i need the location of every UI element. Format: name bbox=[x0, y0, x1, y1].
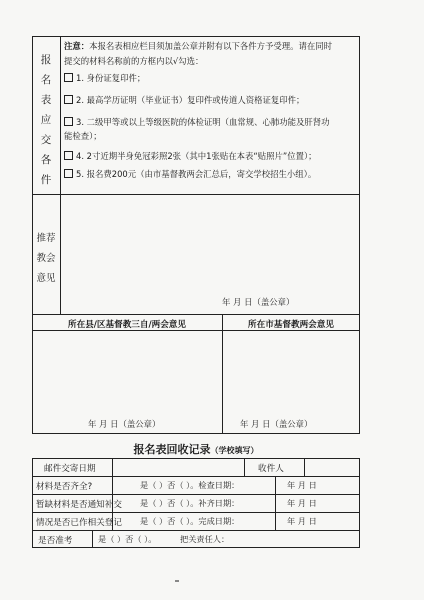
attachment-item-2 bbox=[64, 94, 304, 106]
city-opinion-header: 所在市基督教两会意见 bbox=[248, 320, 334, 330]
receipt-answer: 是（ ）否（ ）。完成日期： bbox=[140, 516, 240, 526]
label-char: 交 bbox=[40, 134, 52, 146]
receipt-date: 年 月 日 bbox=[287, 516, 317, 526]
receipt-title bbox=[32, 441, 360, 457]
opinion-column-divider bbox=[222, 314, 223, 434]
attachment-item-5 bbox=[64, 168, 316, 180]
receipt-title-text: 报名表回收记录 bbox=[133, 443, 211, 456]
recommend-vertical-label bbox=[34, 229, 58, 289]
attachment-item-3-cont: 能检查）； bbox=[64, 131, 102, 141]
receipt-date-divider bbox=[275, 476, 276, 530]
receipt-date: 年 月 日 bbox=[287, 480, 317, 490]
attachment-item-label: 1. 身份证复印件； bbox=[76, 73, 146, 83]
checkbox[interactable] bbox=[64, 169, 73, 178]
label-char: 报 bbox=[40, 54, 52, 66]
receipt-question: 情况是否已作相关登记 bbox=[36, 518, 122, 528]
receipt-final-divider bbox=[92, 530, 93, 548]
final-answer: 是（ ）否（ ）。 bbox=[98, 534, 157, 544]
attachment-item-3 bbox=[64, 116, 330, 128]
label-column-divider bbox=[60, 36, 61, 314]
checkbox[interactable] bbox=[64, 73, 73, 82]
receipt-row-divider bbox=[32, 512, 360, 513]
label-char: 表 bbox=[40, 94, 52, 106]
receipt-receiver-divider bbox=[304, 458, 305, 476]
label-word: 意见 bbox=[36, 273, 56, 284]
receipt-answer: 是（ ）否（ ）。检查日期： bbox=[140, 480, 240, 490]
label-char: 件 bbox=[40, 174, 52, 186]
page-mark bbox=[175, 580, 179, 582]
receipt-row-divider bbox=[32, 494, 360, 495]
checkbox[interactable] bbox=[64, 151, 73, 160]
receipt-mail-divider bbox=[244, 458, 245, 476]
label-char: 应 bbox=[40, 114, 52, 126]
attachment-item-4 bbox=[64, 150, 317, 162]
final-question: 是否准考 bbox=[38, 536, 73, 546]
note-line-2: 提交的材料名称前的方框内以√勾选： bbox=[64, 56, 204, 66]
attachment-item-label: 5. 报名费200元（由市基督教两会汇总后，寄交学校招生小组）。 bbox=[76, 169, 317, 179]
receiver-label: 收件人 bbox=[258, 464, 284, 474]
attachments-vertical-label bbox=[37, 50, 55, 190]
label-char: 名 bbox=[40, 74, 52, 86]
receipt-answer: 是（ ）否（ ）。补齐日期： bbox=[140, 498, 240, 508]
city-date-stamp: 年 月 日（盖公章） bbox=[240, 419, 313, 429]
attachment-item-label: 4. 2寸近期半身免冠彩照2张（其中1张贴在本表“贴照片”位置）； bbox=[76, 151, 317, 161]
note-text: 本报名表相应栏目须加盖公章并附有以下各件方予受理。请在同时 bbox=[89, 41, 332, 51]
attachment-item-label: 2. 最高学历证明（毕业证书）复印件或传道人资格证复印件； bbox=[76, 95, 305, 105]
receipt-row-divider bbox=[32, 530, 360, 531]
label-word: 教会 bbox=[36, 253, 56, 264]
county-date-stamp: 年 月 日（盖公章） bbox=[88, 419, 161, 429]
divider-after-recommend bbox=[32, 314, 360, 315]
label-word: 推荐 bbox=[36, 233, 56, 244]
responsible-label: 把关责任人： bbox=[180, 534, 230, 544]
receipt-question: 材料是否齐全? bbox=[36, 482, 93, 492]
divider-after-opinion-headers bbox=[32, 330, 360, 331]
mail-date-label: 邮件交寄日期 bbox=[44, 464, 96, 474]
mail-date-value[interactable] bbox=[114, 460, 242, 474]
checkbox[interactable] bbox=[64, 117, 73, 126]
attachment-item-1 bbox=[64, 72, 145, 84]
receipt-row-divider bbox=[32, 476, 360, 477]
county-opinion-header: 所在县/区基督教三自/两会意见 bbox=[68, 320, 186, 330]
attachment-item-label: 3. 二级甲等或以上等级医院的体检证明（血常规、心肺功能及肝肾功 bbox=[76, 117, 330, 127]
receipt-date: 年 月 日 bbox=[287, 498, 317, 508]
receipt-question: 暂缺材料是否通知补交 bbox=[36, 500, 122, 510]
checkbox[interactable] bbox=[64, 95, 73, 104]
divider-after-attachments bbox=[32, 194, 360, 195]
note-title: 注意： bbox=[64, 41, 90, 51]
label-char: 各 bbox=[40, 154, 52, 166]
receiver-value[interactable] bbox=[306, 460, 358, 474]
note-line-1 bbox=[64, 40, 332, 52]
recommend-date-stamp: 年 月 日（盖公章） bbox=[222, 297, 295, 307]
receipt-subtitle: （学校填写） bbox=[210, 446, 259, 455]
